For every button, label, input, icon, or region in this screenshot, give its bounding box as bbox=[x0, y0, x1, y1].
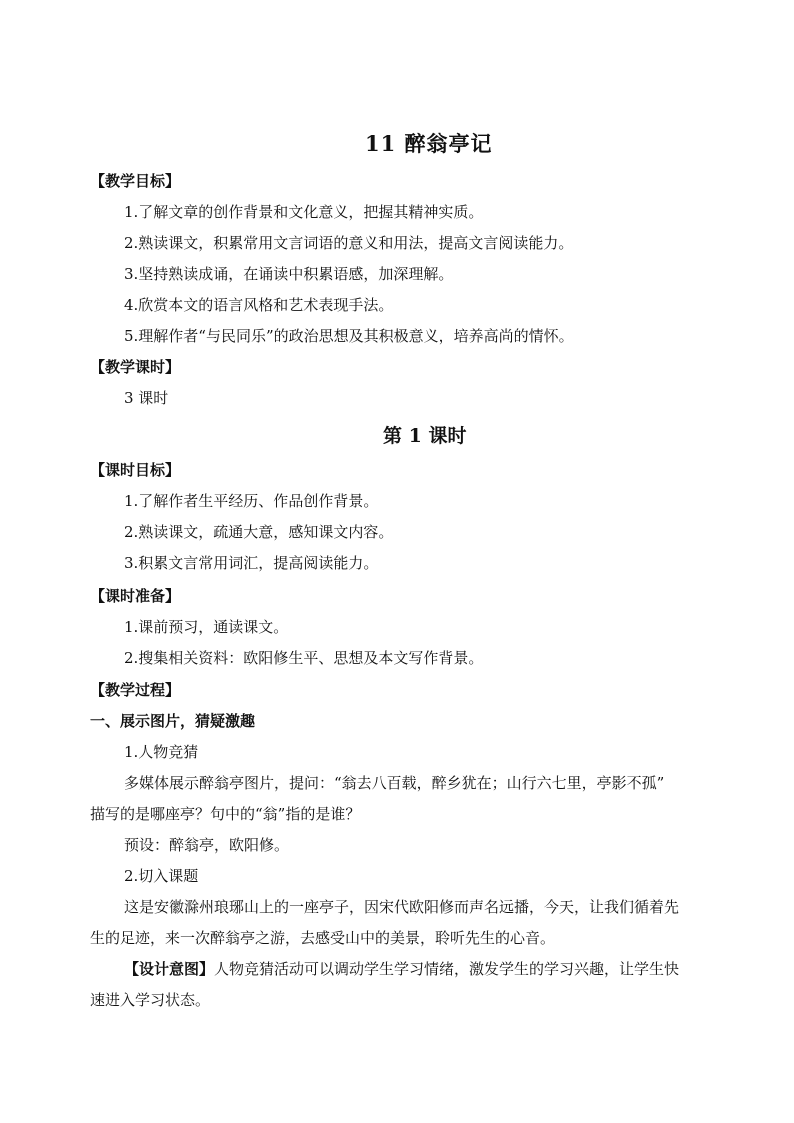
teaching-goal-item: 5.理解作者“与民同乐”的政治思想及其积极意义，培养高尚的情怀。 bbox=[124, 327, 574, 345]
teaching-goal-item: 4.欣赏本文的语言风格和艺术表现手法。 bbox=[124, 296, 394, 314]
design-intent-line-2: 速进入学习状态。 bbox=[90, 991, 211, 1009]
process-paragraph-line: 描写的是哪座亭？句中的“翁”指的是谁？ bbox=[90, 805, 361, 823]
teaching-hours-value: 3 课时 bbox=[124, 389, 169, 407]
teaching-goals-heading: 【教学目标】 bbox=[90, 172, 181, 190]
lesson-prep-heading: 【课时准备】 bbox=[90, 587, 181, 605]
process-step-title: 2.切入课题 bbox=[124, 867, 199, 885]
lesson-title: 第 1 课时 bbox=[383, 425, 467, 447]
process-part-title: 一、展示图片，猜疑激趣 bbox=[90, 712, 256, 730]
teaching-goal-item: 3.坚持熟读成诵，在诵读中积累语感，加深理解。 bbox=[124, 265, 454, 283]
teaching-goal-item: 2.熟读课文，积累常用文言词语的意义和用法，提高文言阅读能力。 bbox=[124, 234, 574, 252]
process-paragraph-line: 多媒体展示醉翁亭图片，提问：“翁去八百载，醉乡犹在；山行六七里，亭影不孤” bbox=[124, 774, 665, 792]
teaching-goal-item: 1.了解文章的创作背景和文化意义，把握其精神实质。 bbox=[124, 203, 484, 221]
process-step-title: 1.人物竞猜 bbox=[124, 743, 199, 761]
lesson-goals-heading: 【课时目标】 bbox=[90, 461, 181, 479]
document-title: 11 醉翁亭记 bbox=[365, 131, 493, 156]
lesson-goal-item: 2.熟读课文，疏通大意，感知课文内容。 bbox=[124, 523, 394, 541]
lesson-prep-item: 2.搜集相关资料：欧阳修生平、思想及本文写作背景。 bbox=[124, 649, 484, 667]
teaching-hours-heading: 【教学课时】 bbox=[90, 358, 181, 376]
process-paragraph-line: 这是安徽滁州琅琊山上的一座亭子，因宋代欧阳修而声名远播，今天，让我们循着先 bbox=[124, 898, 680, 916]
design-intent-label: 【设计意图】 bbox=[124, 960, 215, 978]
design-intent-text: 人物竞猜活动可以调动学生学习情绪，激发学生的学习兴趣，让学生快 bbox=[214, 960, 680, 978]
lesson-prep-item: 1.课前预习，通读课文。 bbox=[124, 618, 289, 636]
process-paragraph-line: 生的足迹，来一次醉翁亭之游，去感受山中的美景，聆听先生的心音。 bbox=[90, 929, 556, 947]
design-intent-line bbox=[124, 959, 679, 979]
teaching-process-heading: 【教学过程】 bbox=[90, 681, 181, 699]
process-preset: 预设：醉翁亭，欧阳修。 bbox=[124, 836, 290, 854]
lesson-goal-item: 1.了解作者生平经历、作品创作背景。 bbox=[124, 492, 379, 510]
lesson-goal-item: 3.积累文言常用词汇，提高阅读能力。 bbox=[124, 554, 379, 572]
